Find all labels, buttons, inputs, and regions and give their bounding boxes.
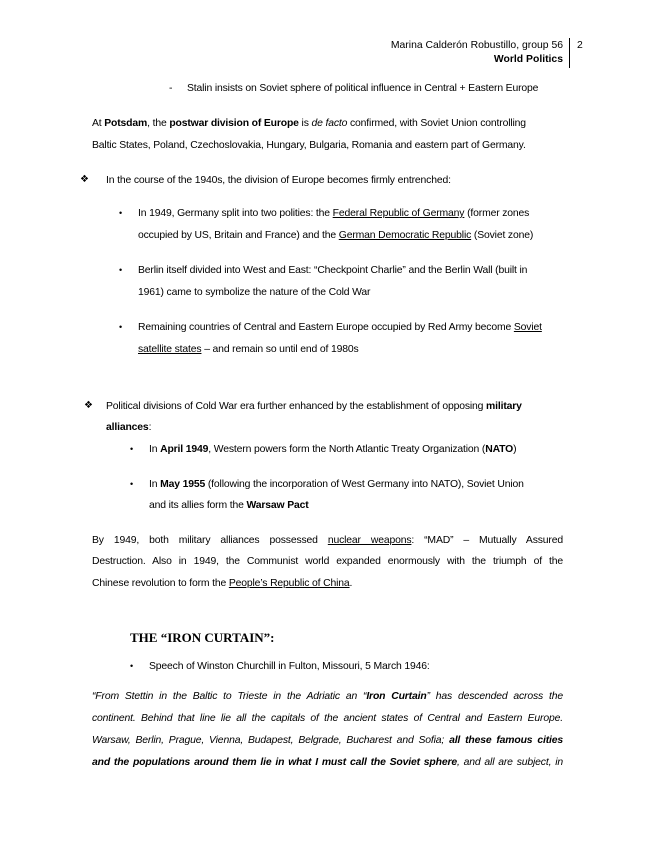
- mad-line-1: By 1949, both military alliances possessed nuclear weapons: “MAD” – Mutually Assured: [92, 535, 563, 546]
- division-item-3-line-1: Remaining countries of Central and Eastern Europe occupied by Red Army become Soviet: [138, 322, 542, 333]
- bullet-icon: •: [119, 208, 123, 218]
- bullet-icon: •: [130, 479, 134, 489]
- header-divider: [569, 38, 570, 68]
- mad-line-3: Chinese revolution to form the People’s Republic of China.: [92, 578, 353, 589]
- header-author: Marina Calderón Robustillo, group 56: [390, 40, 563, 51]
- stalin-text: Stalin insists on Soviet sphere of political influence in Central + Eastern Europe: [187, 83, 539, 94]
- division-item-1-line-2: occupied by US, Britain and France) and the German Democratic Republic (Soviet zone): [138, 230, 534, 241]
- quote-line-1: “From Stettin in the Baltic to Trieste in the Adriatic an “Iron Curtain” has descended across the: [92, 691, 563, 702]
- mad-line-2: Destruction. Also in 1949, the Communist world expanded enormously with the triumph of the: [92, 556, 563, 567]
- diamond-bullet-icon: ❖: [80, 174, 89, 185]
- warsaw-line-1: In May 1955 (following the incorporation of West Germany into NATO), Soviet Union: [149, 479, 524, 490]
- page-number: 2: [577, 40, 583, 51]
- division-item-2-line-1: Berlin itself divided into West and East: “Checkpoint Charlie” and the Berlin Wall (built in: [138, 265, 528, 276]
- churchill-speech-line: Speech of Winston Churchill in Fulton, Missouri, 5 March 1946:: [149, 661, 430, 672]
- quote-line-3: Warsaw, Berlin, Prague, Vienna, Budapest, Belgrade, Bucharest and Sofia; all these famous cities: [92, 735, 563, 746]
- potsdam-line-2: Baltic States, Poland, Czechoslovakia, Hungary, Bulgaria, Romania and eastern part of Germany.: [92, 140, 526, 151]
- alliances-line-2: alliances:: [106, 422, 152, 433]
- section-heading: THE “IRON CURTAIN”:: [130, 630, 275, 645]
- warsaw-line-2: and its allies form the Warsaw Pact: [149, 500, 309, 511]
- diamond-bullet-icon: ❖: [84, 400, 93, 411]
- header-course: World Politics: [493, 54, 563, 65]
- division-item-3-line-2: satellite states – and remain so until end of 1980s: [138, 344, 359, 355]
- bullet-icon: •: [119, 265, 123, 275]
- bullet-icon: •: [119, 322, 123, 332]
- division-item-1-line-1: In 1949, Germany split into two polities: the Federal Republic of Germany (former zones: [138, 208, 530, 219]
- division-item-2-line-2: 1961) came to symbolize the nature of the Cold War: [138, 287, 371, 298]
- nato-line: In April 1949, Western powers form the North Atlantic Treaty Organization (NATO): [149, 444, 517, 455]
- stalin-dash: -: [169, 83, 173, 94]
- quote-line-2: continent. Behind that line lie all the capitals of the ancient states of Central and Eastern Europe.: [92, 713, 563, 724]
- division-intro: In the course of the 1940s, the division of Europe becomes firmly entrenched:: [106, 175, 451, 186]
- quote-line-4: and the populations around them lie in what I must call the Soviet sphere, and all are subject, in: [92, 757, 564, 768]
- bullet-icon: •: [130, 661, 134, 671]
- alliances-line-1: Political divisions of Cold War era further enhanced by the establishment of opposing military: [106, 401, 522, 412]
- bullet-icon: •: [130, 444, 134, 454]
- potsdam-line-1: At Potsdam, the postwar division of Europe is de facto confirmed, with Soviet Union controlling: [92, 118, 526, 129]
